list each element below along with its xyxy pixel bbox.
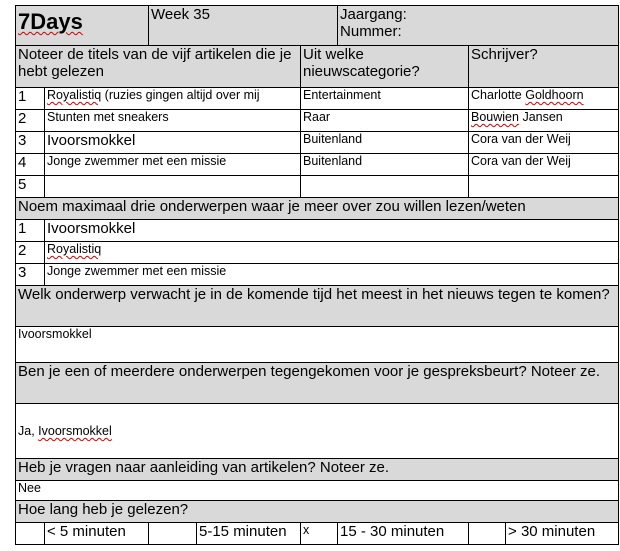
worksheet [15, 5, 618, 545]
option-checkbox[interactable] [16, 523, 45, 545]
row-number: 2 [16, 110, 45, 132]
interest-field[interactable]: Ivoorsmokkel [45, 220, 619, 242]
option-label: > 30 minuten [506, 523, 619, 545]
row-number: 2 [16, 242, 45, 264]
interests-question: Noem maximaal drie onderwerpen waar je meer over zou willen lezen/weten [16, 198, 619, 220]
row-number: 4 [16, 154, 45, 176]
questions-answer-row [16, 481, 619, 501]
article-author-field[interactable]: Charlotte Goldhoorn [469, 88, 619, 110]
expected-answer-row [16, 327, 619, 363]
week-label: Week 35 [149, 6, 338, 46]
article-title-field[interactable]: Stunten met sneakers [45, 110, 301, 132]
jaargang-nummer-cell[interactable] [338, 6, 619, 46]
article-title-field[interactable]: Jonge zwemmer met een missie [45, 154, 301, 176]
article-author-field[interactable] [469, 176, 619, 198]
row-number: 3 [16, 264, 45, 286]
presentation-answer-row [16, 404, 619, 459]
questions-question: Heb je vragen naar aanleiding van artikelen? Noteer ze. [16, 459, 619, 481]
article-author-field[interactable]: Cora van der Weij [469, 132, 619, 154]
jaargang-label: Jaargang: [340, 6, 407, 23]
option-label: 5-15 minuten [197, 523, 301, 545]
table-row [16, 154, 619, 176]
table-row [16, 110, 619, 132]
option-checkbox[interactable]: x [301, 523, 338, 545]
header-row [16, 6, 619, 46]
reading-time-options-row [16, 523, 619, 545]
article-category-field[interactable] [301, 176, 469, 198]
category-column-header: Uit welke nieuwscategorie? [301, 46, 469, 88]
option-label: 15 - 30 minuten [338, 523, 469, 545]
row-number: 3 [16, 132, 45, 154]
article-category-field[interactable]: Buitenland [301, 154, 469, 176]
article-author-field[interactable]: Cora van der Weij [469, 154, 619, 176]
article-category-field[interactable]: Raar [301, 110, 469, 132]
row-number: 5 [16, 176, 45, 198]
article-title-field[interactable] [45, 176, 301, 198]
article-author-field[interactable]: Bouwien Jansen [469, 110, 619, 132]
questions-answer-field[interactable]: Nee [16, 481, 619, 501]
worksheet-table [15, 5, 619, 545]
article-category-field[interactable]: Entertainment [301, 88, 469, 110]
presentation-question: Ben je een of meerdere onderwerpen tegengekomen voor je gespreksbeurt? Noteer ze. [16, 363, 619, 404]
reading-time-question: Hoe lang heb je gelezen? [16, 501, 619, 523]
list-item [16, 242, 619, 264]
expected-question: Welk onderwerp verwacht je in de komende tijd het meest in het nieuws tegen te komen? [16, 286, 619, 327]
option-checkbox[interactable] [149, 523, 197, 545]
table-row [16, 132, 619, 154]
interest-field[interactable]: Royalistiq [45, 242, 619, 264]
list-item [16, 220, 619, 242]
article-category-field[interactable]: Buitenland [301, 132, 469, 154]
articles-question: Noteer de titels van de vijf artikelen die je hebt gelezen [16, 46, 301, 88]
row-number: 1 [16, 220, 45, 242]
nummer-label: Nummer: [340, 23, 402, 41]
option-label: < 5 minuten [45, 523, 149, 545]
interest-field[interactable]: Jonge zwemmer met een missie [45, 264, 619, 286]
option-checkbox[interactable] [469, 523, 506, 545]
expected-answer-field[interactable]: Ivoorsmokkel [16, 327, 619, 363]
presentation-answer-field[interactable]: Ja, Ivoorsmokkel [16, 404, 619, 459]
expected-header-row [16, 286, 619, 327]
article-title-field[interactable]: Ivoorsmokkel [45, 132, 301, 154]
table-row [16, 176, 619, 198]
list-item [16, 264, 619, 286]
questions-header-row [16, 459, 619, 481]
presentation-header-row [16, 363, 619, 404]
article-title-field[interactable]: Royalistiq (ruzies gingen altijd over mij [45, 88, 301, 110]
articles-header-row [16, 46, 619, 88]
row-number: 1 [16, 88, 45, 110]
author-column-header: Schrijver? [469, 46, 619, 88]
interests-header-row [16, 198, 619, 220]
table-row [16, 88, 619, 110]
page-title: 7Days [16, 6, 149, 46]
reading-time-header-row [16, 501, 619, 523]
